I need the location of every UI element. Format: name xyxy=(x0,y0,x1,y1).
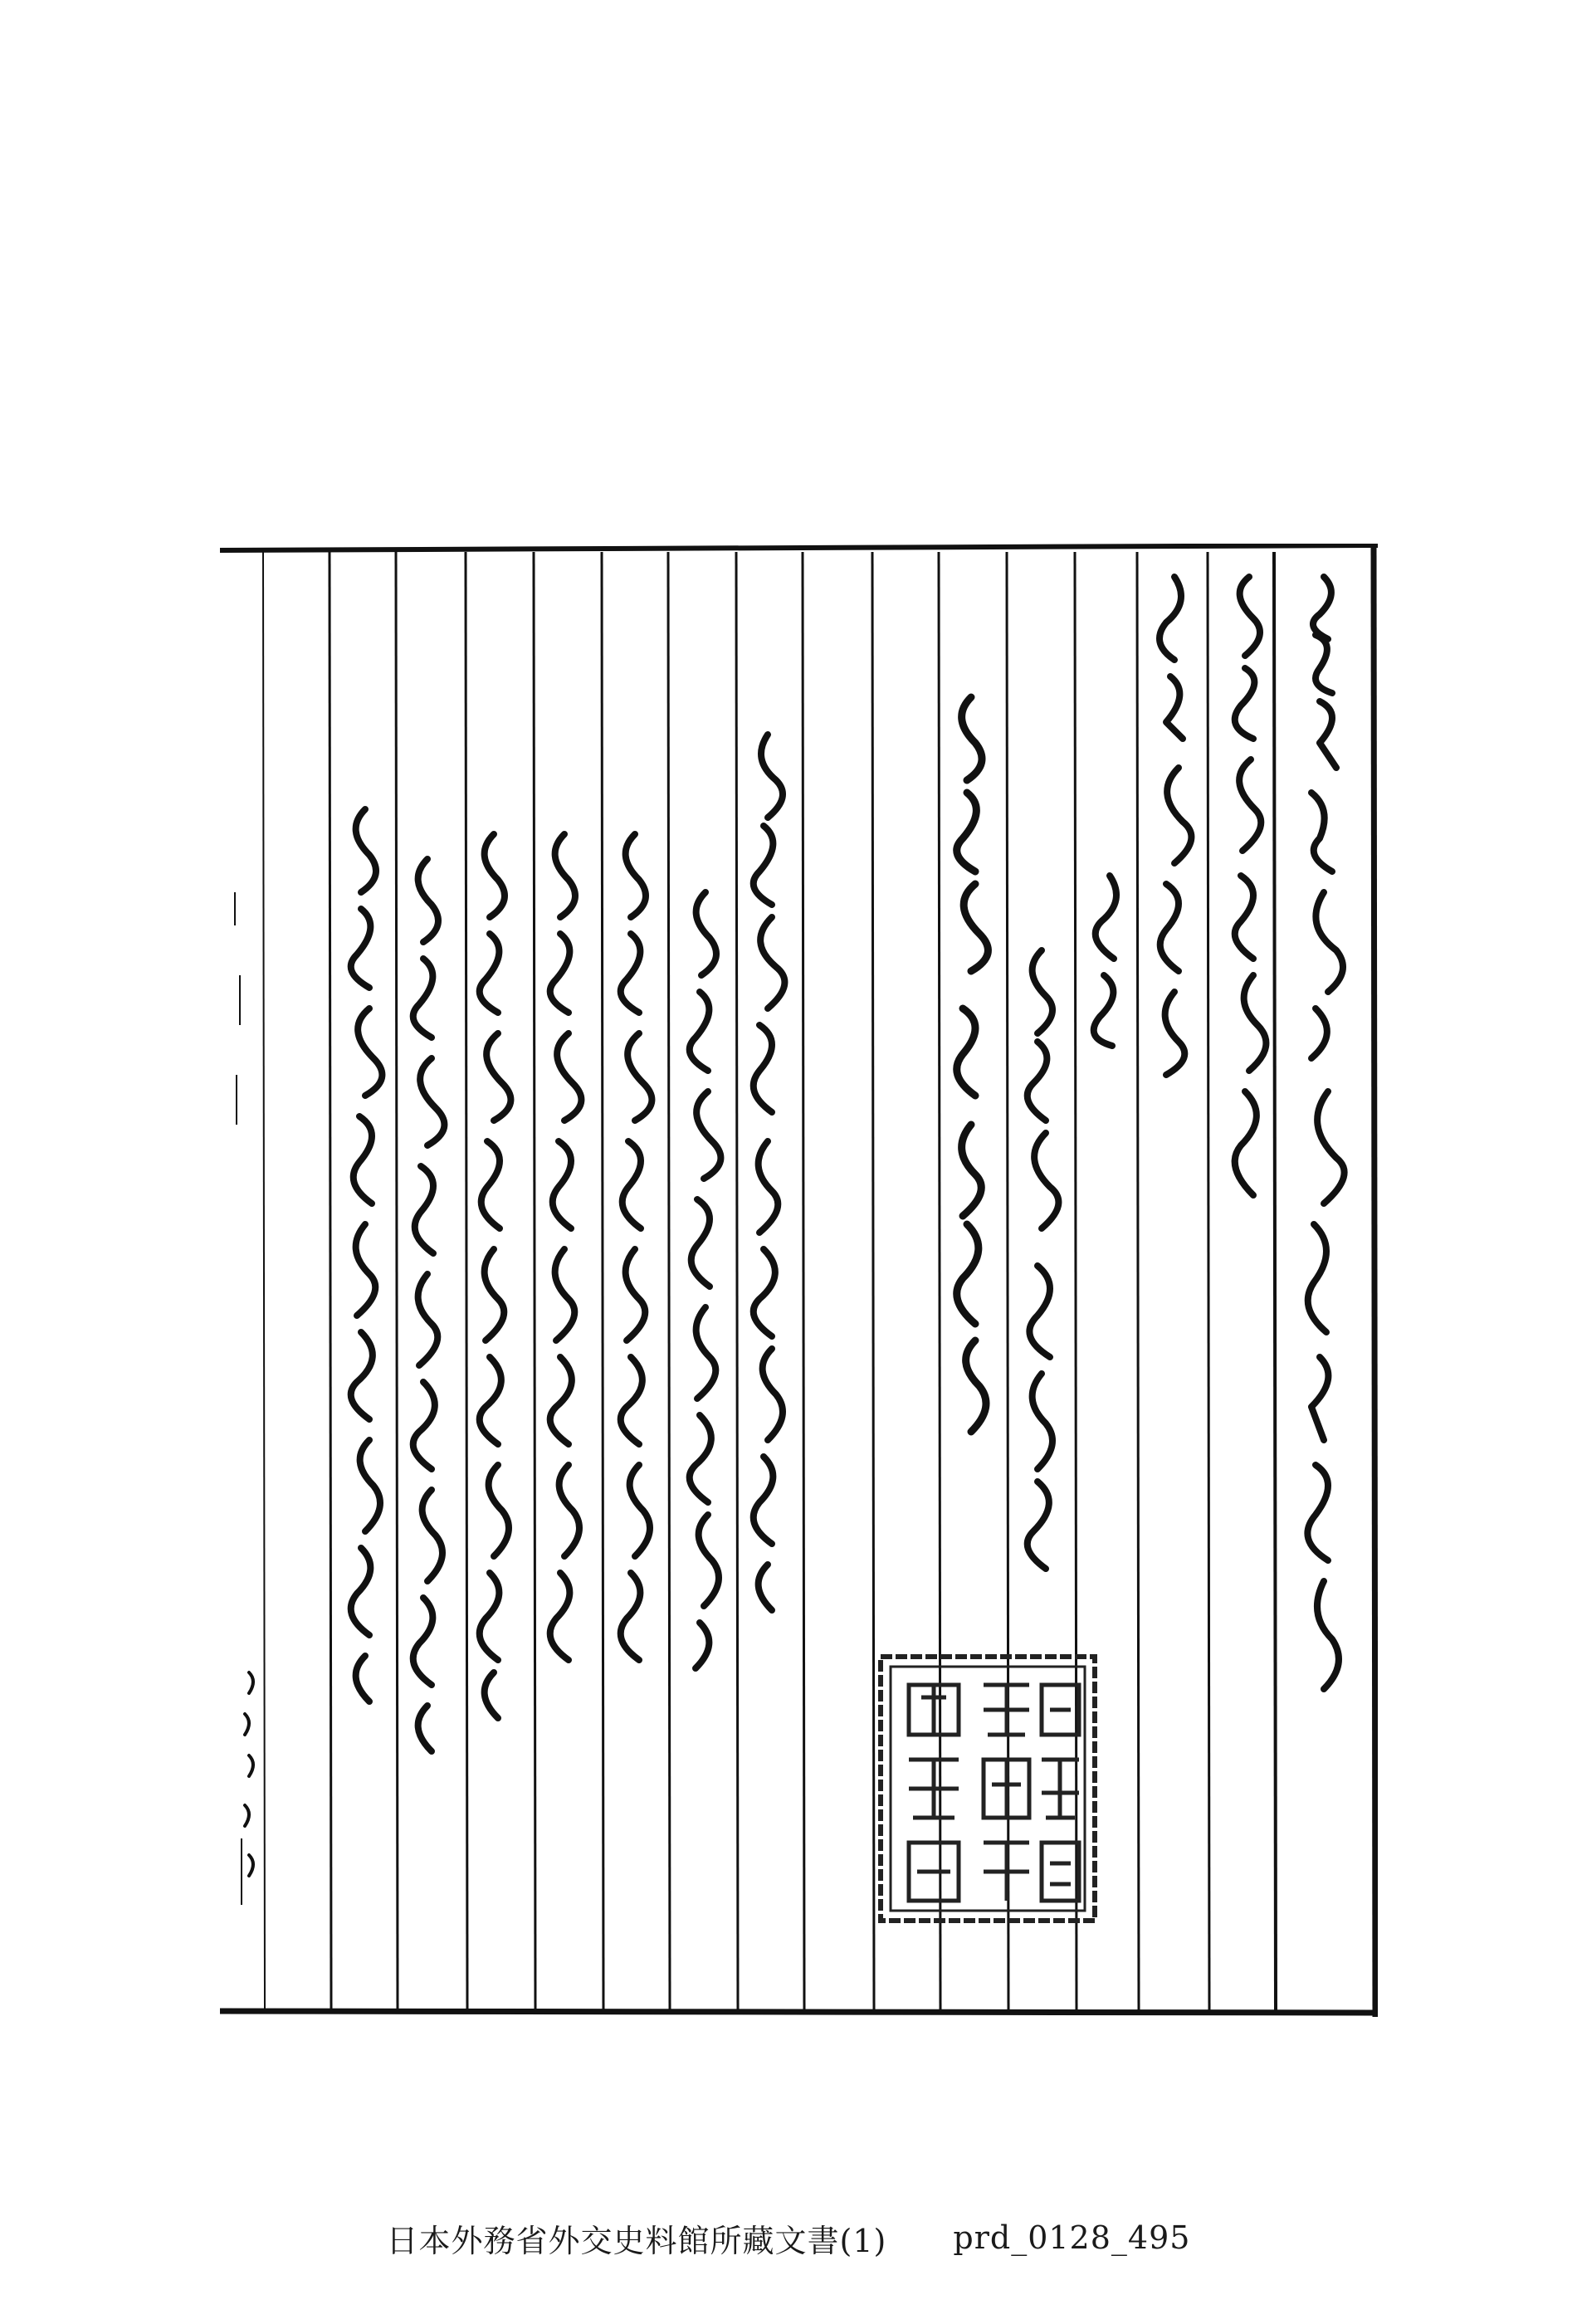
manuscript-scan xyxy=(220,544,1378,2017)
manuscript-image xyxy=(220,544,1378,2017)
seal-image xyxy=(876,1652,1100,1926)
archive-seal xyxy=(876,1652,1100,1926)
archive-caption xyxy=(0,2213,1577,2263)
archive-label: 日本外務省外交史料館所藏文書(1) xyxy=(386,2222,887,2259)
document-id: prd_0128_495 xyxy=(953,2219,1191,2256)
